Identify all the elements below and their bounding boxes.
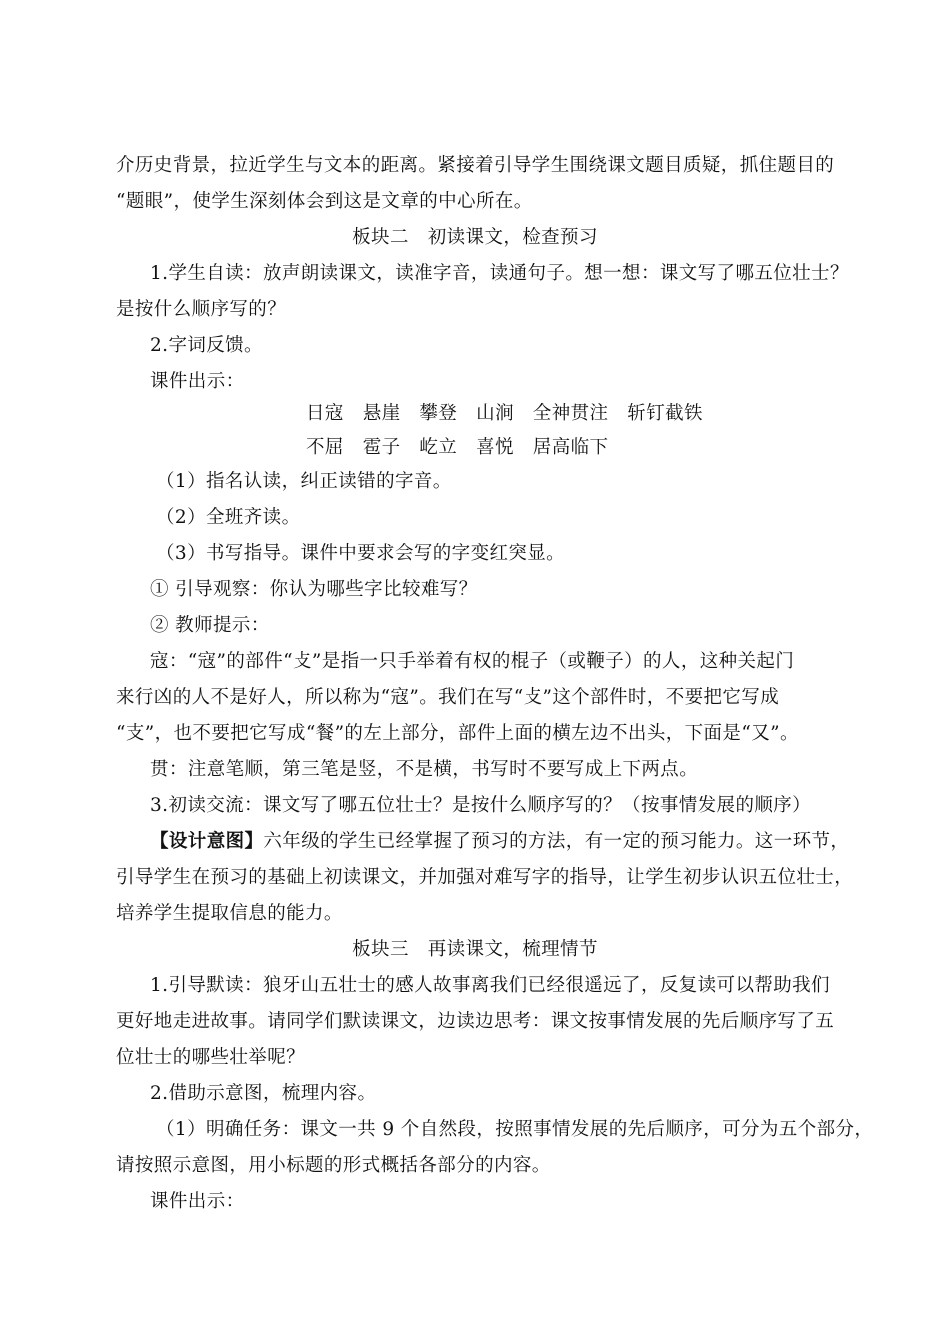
design-intent-line-1 <box>150 830 849 854</box>
guan-note: 贯：注意笔顺，第三笔是竖，不是横，书写时不要写成上下两点。 <box>150 759 699 780</box>
s2-item-1-line-1: 1.学生自读：放声朗读课文，读准字音，读通句子。想一想：课文写了哪五位壮士？ <box>150 263 849 284</box>
kou-note-line-2: 来行凶的人不是好人，所以称为“寇”。我们在写“攴”这个部件时，不要把它写成 <box>116 687 780 708</box>
word-list-row-2: 不屈 雹子 屹立 喜悦 居高临下 <box>306 437 609 458</box>
design-intent-line-3: 培养学生提取信息的能力。 <box>116 903 343 924</box>
s3-item-1-line-3: 位壮士的哪些壮举呢？ <box>116 1047 306 1068</box>
s2-item-2: 2.字词反馈。 <box>150 335 263 356</box>
section-2-heading: 板块二 初读课文，检查预习 <box>352 227 598 248</box>
s3-courseware-label: 课件出示： <box>150 1191 245 1212</box>
s3-item-1-line-1: 1.引导默读：狼牙山五壮士的感人故事离我们已经很遥远了，反复读可以帮助我们 <box>150 975 830 996</box>
design-intent-label: 【设计意图】 <box>150 831 264 852</box>
section-3-heading: 板块三 再读课文，梳理情节 <box>352 939 598 960</box>
kou-note-line-1: 寇：“寇”的部件“攴”是指一只手举着有权的棍子（或鞭子）的人，这种关起门 <box>150 651 795 672</box>
s2-sub-1: （1）指名认读，纠正读错的字音。 <box>156 471 452 492</box>
s3-item-1-line-2: 更好地走进故事。请同学们默读课文，边读边思考：课文按事情发展的先后顺序写了五 <box>116 1011 835 1032</box>
s3-sub-1-line-1: （1）明确任务：课文一共 9 个自然段，按照事情发展的先后顺序，可分为五个部分， <box>156 1119 874 1140</box>
s2-sub-3: （3）书写指导。课件中要求会写的字变红突显。 <box>156 543 566 564</box>
s2-circle-1: ① 引导观察：你认为哪些字比较难写？ <box>150 579 478 600</box>
design-intent-line-2: 引导学生在预习的基础上初读课文，并加强对难写字的指导，让学生初步认识五位壮士， <box>116 867 854 888</box>
s2-courseware-label: 课件出示： <box>150 371 245 392</box>
s3-item-2: 2.借助示意图，梳理内容。 <box>150 1083 377 1104</box>
intro-line-1: 介历史背景，拉近学生与文本的距离。紧接着引导学生围绕课文题目质疑，抓住题目的 <box>116 155 835 176</box>
intro-line-2: “题眼”，使学生深刻体会到这是文章的中心所在。 <box>116 191 533 212</box>
s2-circle-2: ② 教师提示： <box>150 615 270 636</box>
word-list-row-1: 日寇 悬崖 攀登 山涧 全神贯注 斩钉截铁 <box>306 403 703 424</box>
design-intent-text: 六年级的学生已经掌握了预习的方法，有一定的预习能力。这一环节， <box>263 831 850 852</box>
s2-sub-2: （2）全班齐读。 <box>156 507 301 528</box>
s2-item-1-line-2: 是按什么顺序写的？ <box>116 299 287 320</box>
s2-item-3: 3.初读交流：课文写了哪五位壮士？是按什么顺序写的？（按事情发展的顺序） <box>150 795 812 816</box>
s3-sub-1-line-2: 请按照示意图，用小标题的形式概括各部分的内容。 <box>116 1155 551 1176</box>
kou-note-line-3: “支”，也不要把它写成“餐”的左上部分，部件上面的横左边不出头，下面是“又”。 <box>116 723 799 744</box>
